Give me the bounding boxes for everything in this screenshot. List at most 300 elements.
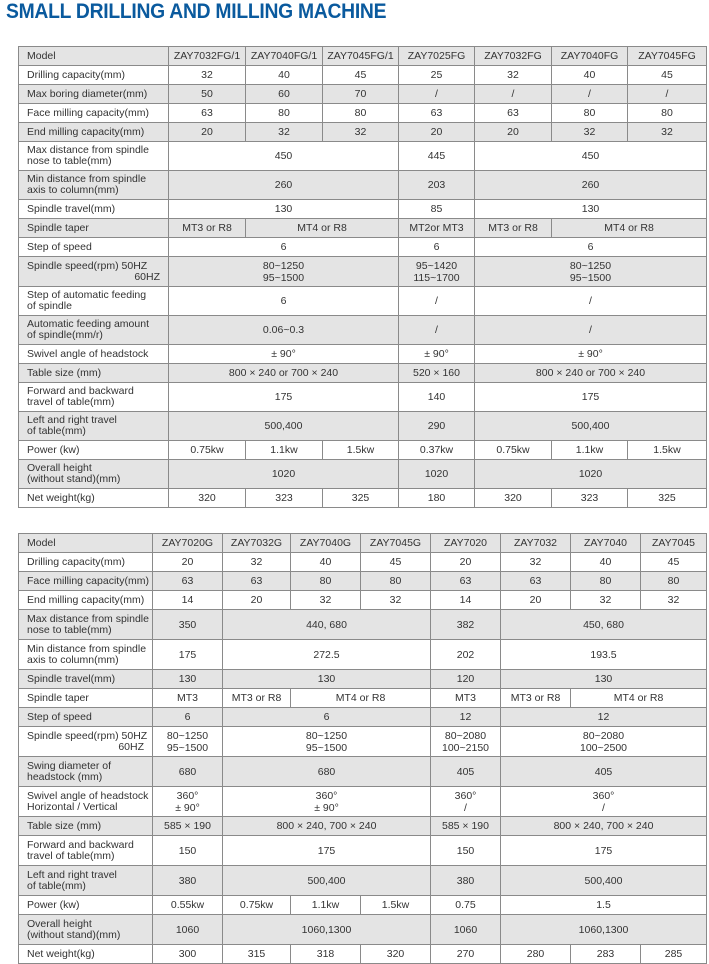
cell: 50 — [169, 85, 246, 104]
cell: 80 — [246, 104, 323, 123]
cell: 320 — [169, 489, 246, 508]
cell: ± 90° — [399, 345, 475, 364]
cell: 6 — [153, 708, 223, 727]
cell: 140 — [399, 383, 475, 412]
cell: 40 — [246, 66, 323, 85]
value-line: 100~2150 — [441, 741, 489, 754]
cell: 32 — [475, 66, 552, 85]
cell: 130 — [169, 200, 399, 219]
row-spindle-travel — [19, 670, 707, 689]
cell: 150 — [431, 836, 501, 866]
label-line: Forward and backward — [27, 385, 134, 397]
row-face-milling-capacity — [19, 572, 707, 591]
row-swivel-angle — [19, 787, 707, 817]
value-line: 95~1500 — [569, 271, 612, 284]
cell: 1060 — [431, 915, 501, 945]
cell: 1020 — [169, 460, 399, 489]
label-line: travel of table(mm) — [27, 849, 115, 862]
value-line: 95~1420 — [415, 259, 458, 272]
cell: 272.5 — [223, 640, 431, 670]
row-swivel-angle — [19, 345, 707, 364]
cell: 290 — [399, 412, 475, 441]
row-label: Table size (mm) — [19, 364, 169, 383]
cell: ± 90° — [169, 345, 399, 364]
cell: MT4 or R8 — [246, 219, 399, 238]
cell — [399, 257, 475, 287]
cell: 445 — [399, 142, 475, 171]
row-label — [19, 460, 169, 489]
row-label: Max boring diameter(mm) — [19, 85, 169, 104]
cell: 6 — [169, 287, 399, 316]
cell: 12 — [501, 708, 707, 727]
row-label — [19, 757, 153, 787]
cell: 63 — [169, 104, 246, 123]
cell — [223, 727, 431, 757]
row-power — [19, 441, 707, 460]
cell: 80 — [571, 572, 641, 591]
value-line: ± 90° — [175, 801, 200, 814]
row-label: Net weight(kg) — [19, 945, 153, 964]
row-label — [19, 727, 153, 757]
cell: 63 — [223, 572, 291, 591]
label-line: Left and right travel — [27, 414, 117, 426]
cell: 14 — [153, 591, 223, 610]
value-line: 95~1500 — [262, 271, 305, 284]
value-line: 360° — [176, 789, 199, 802]
cell: 440, 680 — [223, 610, 431, 640]
row-step-of-speed — [19, 708, 707, 727]
cell: 70 — [323, 85, 399, 104]
cell: 300 — [153, 945, 223, 964]
cell: 40 — [552, 66, 628, 85]
row-net-weight — [19, 945, 707, 964]
cell: 175 — [475, 383, 707, 412]
row-swing-diameter — [19, 757, 707, 787]
cell: 0.75kw — [169, 441, 246, 460]
cell: 325 — [628, 489, 707, 508]
spec-table-fg-series — [18, 46, 707, 508]
cell: 63 — [153, 572, 223, 591]
label-line: Spindle speed(rpm) 50HZ — [27, 259, 148, 272]
cell: 6 — [475, 238, 707, 257]
label-line: Swivel angle of headstock — [27, 789, 149, 802]
row-step-auto-feeding — [19, 287, 707, 316]
row-label: End milling capacity(mm) — [19, 123, 169, 142]
cell: 320 — [361, 945, 431, 964]
cell: 45 — [323, 66, 399, 85]
label-line: Left and right travel — [27, 868, 117, 881]
cell: 20 — [399, 123, 475, 142]
cell: 1.5kw — [361, 896, 431, 915]
cell: 175 — [501, 836, 707, 866]
model-header: ZAY7032G — [223, 534, 291, 553]
value-line: 100~2500 — [579, 741, 627, 754]
cell: 63 — [475, 104, 552, 123]
cell: 260 — [169, 171, 399, 200]
model-header: ZAY7025FG — [399, 47, 475, 66]
cell: 203 — [399, 171, 475, 200]
cell: 270 — [431, 945, 501, 964]
label-line: Swing diameter of — [27, 759, 112, 772]
cell: 382 — [431, 610, 501, 640]
label-line: (without stand)(mm) — [27, 928, 121, 941]
cell: 680 — [223, 757, 431, 787]
row-forward-backward-travel — [19, 836, 707, 866]
row-label: Model — [19, 47, 169, 66]
value-line: 95~1500 — [166, 741, 209, 754]
model-header: ZAY7040FG/1 — [246, 47, 323, 66]
cell: 32 — [223, 553, 291, 572]
value-line: 360° — [315, 789, 338, 802]
cell: / — [399, 316, 475, 345]
cell: 20 — [431, 553, 501, 572]
cell: 40 — [571, 553, 641, 572]
cell: 325 — [323, 489, 399, 508]
cell: 130 — [501, 670, 707, 689]
row-label: Step of speed — [19, 708, 153, 727]
label-line: of table(mm) — [27, 879, 86, 892]
cell: 585 × 190 — [153, 817, 223, 836]
row-label — [19, 866, 153, 896]
cell: 80 — [323, 104, 399, 123]
cell: 175 — [223, 836, 431, 866]
cell: 32 — [552, 123, 628, 142]
label-line: Overall height — [27, 462, 92, 474]
row-end-milling-capacity — [19, 123, 707, 142]
row-spindle-speed — [19, 257, 707, 287]
cell: 323 — [246, 489, 323, 508]
cell: 323 — [552, 489, 628, 508]
row-min-distance-spindle-column — [19, 640, 707, 670]
cell: 320 — [475, 489, 552, 508]
row-label — [19, 610, 153, 640]
cell: 20 — [475, 123, 552, 142]
cell: MT2or MT3 — [399, 219, 475, 238]
row-drilling-capacity — [19, 553, 707, 572]
cell: / — [475, 287, 707, 316]
label-line: Max distance from spindle — [27, 612, 149, 625]
row-auto-feeding-amount — [19, 316, 707, 345]
cell: 450 — [169, 142, 399, 171]
label-line: Spindle speed(rpm) 50HZ — [27, 729, 148, 742]
cell: 450, 680 — [501, 610, 707, 640]
row-label — [19, 836, 153, 866]
cell: 405 — [431, 757, 501, 787]
cell: 25 — [399, 66, 475, 85]
row-label: Face milling capacity(mm) — [19, 104, 169, 123]
cell: 175 — [153, 640, 223, 670]
row-label — [19, 412, 169, 441]
label-line: Automatic feeding amount — [27, 318, 149, 330]
model-header: ZAY7045FG — [628, 47, 707, 66]
row-model — [19, 47, 707, 66]
label-line: (without stand)(mm) — [27, 473, 121, 485]
cell: / — [399, 287, 475, 316]
cell: 0.75 — [431, 896, 501, 915]
cell: 1060,1300 — [223, 915, 431, 945]
row-end-milling-capacity — [19, 591, 707, 610]
cell: 80 — [361, 572, 431, 591]
cell: MT3 — [153, 689, 223, 708]
label-line: Min distance from spindle — [27, 173, 147, 185]
label-line: headstock (mm) — [27, 770, 103, 783]
row-label: Swivel angle of headstock — [19, 345, 169, 364]
cell: 6 — [169, 238, 399, 257]
label-line: 60HZ — [134, 270, 160, 283]
model-header: ZAY7040G — [291, 534, 361, 553]
row-overall-height — [19, 460, 707, 489]
cell: 120 — [431, 670, 501, 689]
cell: 800 × 240, 700 × 240 — [501, 817, 707, 836]
cell: 175 — [169, 383, 399, 412]
label-line: of spindle — [27, 300, 72, 312]
cell: 800 × 240 or 700 × 240 — [169, 364, 399, 383]
row-label: Face milling capacity(mm) — [19, 572, 153, 591]
value-line: 80~2080 — [444, 729, 487, 742]
row-table-size — [19, 364, 707, 383]
cell: 150 — [153, 836, 223, 866]
cell: 6 — [399, 238, 475, 257]
row-label: Drilling capacity(mm) — [19, 553, 153, 572]
cell: 63 — [399, 104, 475, 123]
cell: 800 × 240, 700 × 240 — [223, 817, 431, 836]
cell: 0.37kw — [399, 441, 475, 460]
cell: 32 — [641, 591, 707, 610]
cell: 45 — [641, 553, 707, 572]
value-line: / — [464, 801, 467, 814]
row-label: Drilling capacity(mm) — [19, 66, 169, 85]
row-label — [19, 287, 169, 316]
label-line: Horizontal / Vertical — [27, 800, 118, 813]
cell: / — [399, 85, 475, 104]
label-line: travel of table(mm) — [27, 396, 115, 408]
cell: MT3 or R8 — [475, 219, 552, 238]
cell: 32 — [361, 591, 431, 610]
row-label — [19, 915, 153, 945]
label-line: Forward and backward — [27, 838, 134, 851]
cell: 1.5 — [501, 896, 707, 915]
cell — [153, 787, 223, 817]
model-header: ZAY7020 — [431, 534, 501, 553]
cell: 60 — [246, 85, 323, 104]
cell: 20 — [501, 591, 571, 610]
cell: 1020 — [399, 460, 475, 489]
cell: MT3 or R8 — [501, 689, 571, 708]
row-label — [19, 383, 169, 412]
row-label: Spindle taper — [19, 689, 153, 708]
row-table-size — [19, 817, 707, 836]
row-label: Power (kw) — [19, 441, 169, 460]
row-face-milling-capacity — [19, 104, 707, 123]
row-forward-backward-travel — [19, 383, 707, 412]
row-left-right-travel — [19, 866, 707, 896]
cell: 193.5 — [501, 640, 707, 670]
row-drilling-capacity — [19, 66, 707, 85]
label-line: axis to column(mm) — [27, 184, 119, 196]
row-label — [19, 171, 169, 200]
row-label — [19, 142, 169, 171]
row-label: Spindle taper — [19, 219, 169, 238]
row-left-right-travel — [19, 412, 707, 441]
cell: 500,400 — [501, 866, 707, 896]
spec-table-g-series — [18, 533, 707, 964]
cell: 6 — [223, 708, 431, 727]
value-line: / — [602, 801, 605, 814]
cell — [475, 257, 707, 287]
cell: MT3 or R8 — [223, 689, 291, 708]
cell: MT4 or R8 — [552, 219, 707, 238]
row-max-distance-spindle-table — [19, 142, 707, 171]
cell: 500,400 — [475, 412, 707, 441]
cell: 130 — [153, 670, 223, 689]
cell: 32 — [501, 553, 571, 572]
row-label — [19, 640, 153, 670]
cell: 500,400 — [169, 412, 399, 441]
model-header: ZAY7045FG/1 — [323, 47, 399, 66]
model-header: ZAY7032 — [501, 534, 571, 553]
row-label — [19, 316, 169, 345]
cell: 1020 — [475, 460, 707, 489]
row-spindle-speed — [19, 727, 707, 757]
model-header: ZAY7032FG/1 — [169, 47, 246, 66]
row-step-of-speed — [19, 238, 707, 257]
cell — [501, 787, 707, 817]
cell: 0.75kw — [223, 896, 291, 915]
cell: MT3 or R8 — [169, 219, 246, 238]
cell — [153, 727, 223, 757]
model-header: ZAY7045G — [361, 534, 431, 553]
cell: ± 90° — [475, 345, 707, 364]
cell: 405 — [501, 757, 707, 787]
cell: MT4 or R8 — [291, 689, 431, 708]
cell: 130 — [223, 670, 431, 689]
cell: 285 — [641, 945, 707, 964]
cell: 800 × 240 or 700 × 240 — [475, 364, 707, 383]
row-model — [19, 534, 707, 553]
cell: 63 — [431, 572, 501, 591]
value-line: ± 90° — [314, 801, 339, 814]
row-label: Step of speed — [19, 238, 169, 257]
cell — [223, 787, 431, 817]
cell: 80 — [641, 572, 707, 591]
value-line: 80~1250 — [166, 729, 209, 742]
label-line: Max distance from spindle — [27, 144, 149, 156]
cell: 20 — [169, 123, 246, 142]
value-line: 360° — [592, 789, 615, 802]
cell: / — [475, 316, 707, 345]
cell: 520 × 160 — [399, 364, 475, 383]
cell: / — [628, 85, 707, 104]
row-label — [19, 787, 153, 817]
cell: 32 — [571, 591, 641, 610]
label-line: Step of automatic feeding — [27, 289, 147, 301]
value-line: 80~1250 — [305, 729, 348, 742]
cell: 80 — [291, 572, 361, 591]
value-line: 360° — [454, 789, 477, 802]
cell: 500,400 — [223, 866, 431, 896]
cell: 32 — [323, 123, 399, 142]
model-header: ZAY7045 — [641, 534, 707, 553]
cell: 14 — [431, 591, 501, 610]
cell: 1.1kw — [291, 896, 361, 915]
value-line: 80~1250 — [262, 259, 305, 272]
cell: 380 — [153, 866, 223, 896]
cell: 1.1kw — [246, 441, 323, 460]
label-line: nose to table(mm) — [27, 155, 112, 167]
model-header: ZAY7020G — [153, 534, 223, 553]
cell: 202 — [431, 640, 501, 670]
cell: MT4 or R8 — [571, 689, 707, 708]
cell: 585 × 190 — [431, 817, 501, 836]
cell: 0.75kw — [475, 441, 552, 460]
model-header: ZAY7032FG — [475, 47, 552, 66]
row-max-distance-spindle-table — [19, 610, 707, 640]
row-label: End milling capacity(mm) — [19, 591, 153, 610]
cell: / — [552, 85, 628, 104]
cell: 20 — [153, 553, 223, 572]
cell: 85 — [399, 200, 475, 219]
cell: 45 — [628, 66, 707, 85]
value-line: 80~2080 — [582, 729, 625, 742]
cell: 1060 — [153, 915, 223, 945]
model-header: ZAY7040 — [571, 534, 641, 553]
page-title: SMALL DRILLING AND MILLING MACHINE — [6, 0, 387, 23]
label-line: 60HZ — [118, 740, 144, 753]
value-line: 95~1500 — [305, 741, 348, 754]
cell: 80 — [628, 104, 707, 123]
row-min-distance-spindle-column — [19, 171, 707, 200]
row-max-boring-diameter — [19, 85, 707, 104]
cell: 32 — [169, 66, 246, 85]
cell: MT3 — [431, 689, 501, 708]
row-net-weight — [19, 489, 707, 508]
label-line: nose to table(mm) — [27, 623, 112, 636]
row-spindle-taper — [19, 219, 707, 238]
row-label: Table size (mm) — [19, 817, 153, 836]
cell: 40 — [291, 553, 361, 572]
label-line: of table(mm) — [27, 425, 86, 437]
cell: 315 — [223, 945, 291, 964]
cell: 280 — [501, 945, 571, 964]
row-label: Model — [19, 534, 153, 553]
cell — [431, 787, 501, 817]
cell: 680 — [153, 757, 223, 787]
cell: 0.55kw — [153, 896, 223, 915]
row-label — [19, 257, 169, 287]
cell: 45 — [361, 553, 431, 572]
cell: / — [475, 85, 552, 104]
row-label: Net weight(kg) — [19, 489, 169, 508]
row-label: Power (kw) — [19, 896, 153, 915]
cell: 130 — [475, 200, 707, 219]
value-line: 115~1700 — [413, 271, 460, 284]
cell: 1.5kw — [628, 441, 707, 460]
cell: 12 — [431, 708, 501, 727]
cell: 32 — [628, 123, 707, 142]
cell: 80 — [552, 104, 628, 123]
cell: 32 — [291, 591, 361, 610]
label-line: axis to column(mm) — [27, 653, 119, 666]
cell: 1060,1300 — [501, 915, 707, 945]
cell: 350 — [153, 610, 223, 640]
value-line: 80~1250 — [569, 259, 612, 272]
cell — [501, 727, 707, 757]
cell: 380 — [431, 866, 501, 896]
cell — [169, 257, 399, 287]
cell: 180 — [399, 489, 475, 508]
cell: 63 — [501, 572, 571, 591]
cell — [431, 727, 501, 757]
